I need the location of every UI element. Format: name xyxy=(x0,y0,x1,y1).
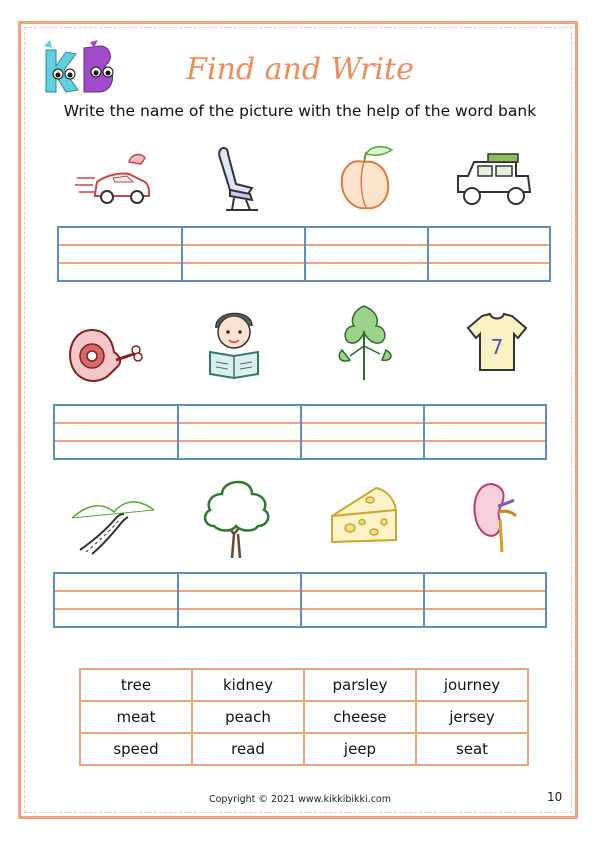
copyright-text: Copyright © 2021 www.kikkibikki.com xyxy=(208,794,392,805)
word-bank-row xyxy=(80,701,528,733)
word-bank-cell: jersey xyxy=(416,701,528,733)
word-bank-cell: tree xyxy=(80,669,192,701)
word-bank-cell: speed xyxy=(80,733,192,765)
page-title: Find and Write xyxy=(186,52,414,87)
parsley-icon xyxy=(320,302,410,382)
jeep-icon xyxy=(450,140,540,220)
peach-icon xyxy=(320,138,410,218)
word-bank-cell: kidney xyxy=(192,669,304,701)
word-bank-cell: peach xyxy=(192,701,304,733)
word-bank-cell: jeep xyxy=(304,733,416,765)
word-bank xyxy=(79,668,529,766)
speeding-car-icon xyxy=(75,140,165,220)
jersey-icon xyxy=(452,306,542,386)
word-bank-cell: journey xyxy=(416,669,528,701)
jersey-number: 7 xyxy=(490,335,504,359)
word-bank-row xyxy=(80,733,528,765)
writing-lines-row-3[interactable] xyxy=(53,572,547,628)
boy-reading-icon xyxy=(190,302,280,382)
instruction-text: Write the name of the picture with the help of the word bank xyxy=(63,102,537,120)
word-bank-cell: seat xyxy=(416,733,528,765)
word-bank-cell: cheese xyxy=(304,701,416,733)
word-bank-cell: parsley xyxy=(304,669,416,701)
word-bank-row xyxy=(80,669,528,701)
word-bank-cell: meat xyxy=(80,701,192,733)
writing-lines-row-1[interactable] xyxy=(57,226,551,282)
word-bank-cell: read xyxy=(192,733,304,765)
journey-road-icon xyxy=(68,484,158,564)
writing-lines-row-2[interactable] xyxy=(53,404,547,460)
cheese-icon xyxy=(320,476,410,556)
page-number: 10 xyxy=(547,790,563,804)
meat-icon xyxy=(62,316,152,396)
kidney-icon xyxy=(452,476,542,556)
tree-icon xyxy=(192,478,282,558)
seat-icon xyxy=(198,140,288,220)
